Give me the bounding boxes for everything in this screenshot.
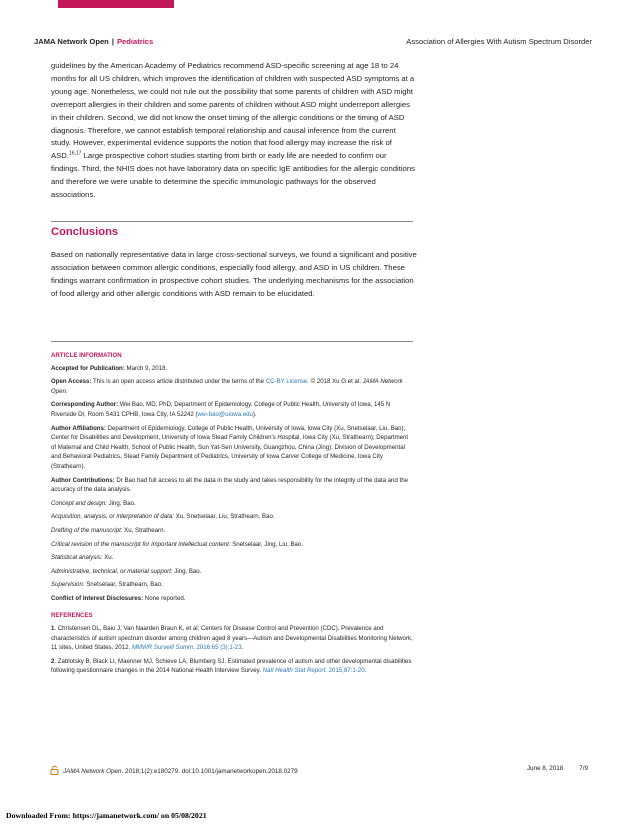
affiliations-line bbox=[51, 424, 413, 472]
open-access-label: Open Access: bbox=[51, 378, 92, 386]
contributions-line bbox=[51, 476, 413, 495]
contribution-names: Jing, Bao. bbox=[106, 499, 136, 507]
accepted-line bbox=[51, 364, 413, 374]
accepted-value: March 9, 2018. bbox=[124, 364, 168, 372]
contribution-names: Snetselaar, Strathearn, Bao. bbox=[84, 581, 163, 589]
discussion-text-1: guidelines by the American Academy of Pediatrics recommend ASD-specific screening at age 18 to 24 months for all US children, which improves the identification of children with suspected ASD symptoms at a young age. Nonetheless, we could not rule out the possibility that some parents of children with ASD might overreport allergies in their children and some parents of children without ASD might underreport allergies in their children. Second, we did not know the onset timing of the allergic conditions or the timing of ASD diagnosis. Therefore, we cannot establish temporal relationship and causal inference from the current study. However, experimental evidence supports the notion that food allergy may increase the risk of ASD. bbox=[51, 61, 415, 161]
reference-journal-link[interactable]: MMWR Surveill Summ bbox=[131, 644, 194, 652]
reference-item bbox=[51, 657, 413, 676]
conclusions-text: Based on nationally representative data in large cross-sectional surveys, we found a significant and positive association between common allergic conditions, especially food allergy, and ASD in US children. These findings warrant confirmation in prospective cohort studies. The underlying mechanisms for the association of food allergy and other allergic conditions with ASD remain to be elucidated. bbox=[51, 250, 417, 298]
discussion-text-2: Large prospective cohort studies starting from birth or early life are needed to confirm our findings. Third, the NHIS does not have laboratory data on specific IgE antibodies for the allergic conditions and therefore we were unable to determine the specific immunologic pathways for the observed associations. bbox=[51, 151, 415, 200]
contribution-item bbox=[51, 499, 413, 509]
contribution-item bbox=[51, 580, 413, 590]
contribution-item bbox=[51, 553, 413, 563]
contribution-names: Xu, Strathearn. bbox=[122, 526, 166, 534]
open-access-text: This is an open access article distributed under the terms of the bbox=[91, 378, 266, 386]
references-heading: REFERENCES bbox=[51, 612, 93, 620]
reference-item bbox=[51, 624, 413, 653]
info-divider bbox=[51, 341, 413, 342]
conflict-line bbox=[51, 594, 413, 604]
contribution-item bbox=[51, 512, 413, 522]
corresponding-label: Corresponding Author: bbox=[51, 401, 119, 409]
contribution-item bbox=[51, 567, 413, 577]
author-email-link[interactable]: wei-bao@uiowa.edu bbox=[197, 410, 253, 418]
reference-number: 2 bbox=[51, 657, 55, 665]
running-title: Association of Allergies With Autism Spectrum Disorder bbox=[406, 37, 592, 46]
reference-journal-link[interactable]: Natl Health Stat Report bbox=[262, 667, 326, 675]
section-name: Pediatrics bbox=[116, 37, 154, 46]
page-number: 7/9 bbox=[579, 765, 588, 772]
journal-name: JAMA Network Open bbox=[34, 37, 109, 46]
reference-cite-link[interactable]: . 2016;65 (3):1-23 bbox=[193, 644, 242, 652]
contribution-role: Statistical analysis: bbox=[51, 554, 103, 562]
conflict-text: None reported. bbox=[143, 594, 186, 602]
contributions-text: Dr Bao had full access to all the data in the study and takes responsibility for the integrity of the data and the accuracy of the data analysis. bbox=[51, 476, 408, 494]
contribution-role: Drafting of the manuscript: bbox=[51, 526, 123, 534]
corresponding-text: Wei Bao, MD, PhD, Department of Epidemiology, College of Public Health, University of Iowa, 145 N Riverside Dr, Room S431 CPHB, Iowa City, IA 52242 ( bbox=[51, 401, 391, 418]
contribution-role: Supervision: bbox=[51, 581, 85, 589]
open-access-lock-icon bbox=[50, 765, 59, 777]
contribution-names: Xu, Snetselaar, Liu, Strathearn, Bao. bbox=[173, 513, 275, 521]
citation-superscript: 16,17 bbox=[68, 150, 82, 157]
contribution-names: Snetselaar, Jing, Liu, Bao. bbox=[230, 540, 304, 548]
corresponding-end: ). bbox=[252, 410, 257, 418]
contribution-role: Administrative, technical, or material support: bbox=[51, 567, 173, 575]
contribution-item bbox=[51, 526, 413, 536]
corresponding-author-line bbox=[51, 400, 413, 419]
open-access-line bbox=[51, 377, 413, 396]
contributions-label: Author Contributions: bbox=[51, 476, 115, 484]
top-accent-bar bbox=[58, 0, 174, 8]
footer-date: June 8, 2018 bbox=[526, 765, 564, 772]
article-info-heading: ARTICLE INFORMATION bbox=[51, 352, 122, 359]
reference-text: . Zablotsky B, Black LI, Maenner MJ, Schieve LA, Blumberg SJ. Estimated prevalence of autism and other developmental disabilities following questionnaire changes in the 2014 National Health Interview Survey. bbox=[51, 657, 412, 675]
page-footer bbox=[50, 765, 588, 777]
conflict-label: Conflict of Interest Disclosures: bbox=[51, 594, 144, 602]
accepted-label: Accepted for Publication: bbox=[51, 364, 125, 372]
reference-number: 1 bbox=[51, 625, 55, 633]
discussion-paragraph bbox=[51, 60, 417, 202]
cc-by-license-link[interactable]: CC-BY License bbox=[265, 378, 308, 386]
affiliations-text: Department of Epidemiology, College of Public Health, University of Iowa, Iowa City (Xu, Snetselaar, Liu, Bao); Center for Disabilities and Development, University of Iowa Stead Family Children's Hospital, Iowa City (Xu, Strathearn); Department of Maternal and Child Health, School of Public Health, Sun Yat-Sen University, Guangzhou, China (Jing); Division of Developmental and Behavioral Pediatrics, Stead Family Department of Pediatrics, University of Iowa Carver College of Medicine, Iowa City (Strathearn). bbox=[51, 424, 409, 470]
journal-italic: JAMA Network Open bbox=[51, 378, 403, 395]
open-access-end: . bbox=[65, 387, 68, 395]
footer-journal: JAMA Network Open bbox=[63, 768, 122, 775]
contribution-names: Xu. bbox=[102, 554, 114, 562]
contribution-names: Jing, Bao. bbox=[172, 567, 202, 575]
contribution-role: Critical revision of the manuscript for important intellectual content: bbox=[51, 540, 231, 548]
contribution-role: Concept and design: bbox=[51, 499, 107, 507]
contribution-role: Acquisition, analysis, or interpretation of data: bbox=[51, 513, 174, 521]
copyright-text: . © 2018 Xu G et al. bbox=[307, 378, 363, 386]
download-notice: Downloaded From: https://jamanetwork.com/ on 05/08/2021 bbox=[6, 811, 207, 820]
section-divider bbox=[51, 221, 413, 222]
reference-end: . bbox=[241, 644, 244, 652]
footer-citation: . 2018;1(2):e180279. doi:10.1001/jamanetworkopen.2018.0279 bbox=[121, 768, 298, 775]
header-separator: | bbox=[111, 37, 114, 46]
reference-cite-link[interactable]: . 2015;87:1-20 bbox=[325, 667, 365, 675]
reference-text: . Christensen DL, Baio J, Van Naarden Braun K, et al; Centers for Disease Control and Prevention (CDC). Prevalence and characteristics of autism spectrum disorder among children aged 8 years—Autism and Developmental Disabilities Monitoring Network, 11 sites, United States, 2012. bbox=[51, 625, 413, 652]
conclusions-heading: Conclusions bbox=[51, 226, 119, 238]
contribution-item bbox=[51, 540, 413, 550]
conclusions-paragraph bbox=[51, 249, 417, 301]
reference-end: . bbox=[364, 667, 367, 675]
affiliations-label: Author Affiliations: bbox=[51, 424, 106, 432]
article-information bbox=[51, 351, 413, 680]
page-header bbox=[34, 37, 606, 46]
